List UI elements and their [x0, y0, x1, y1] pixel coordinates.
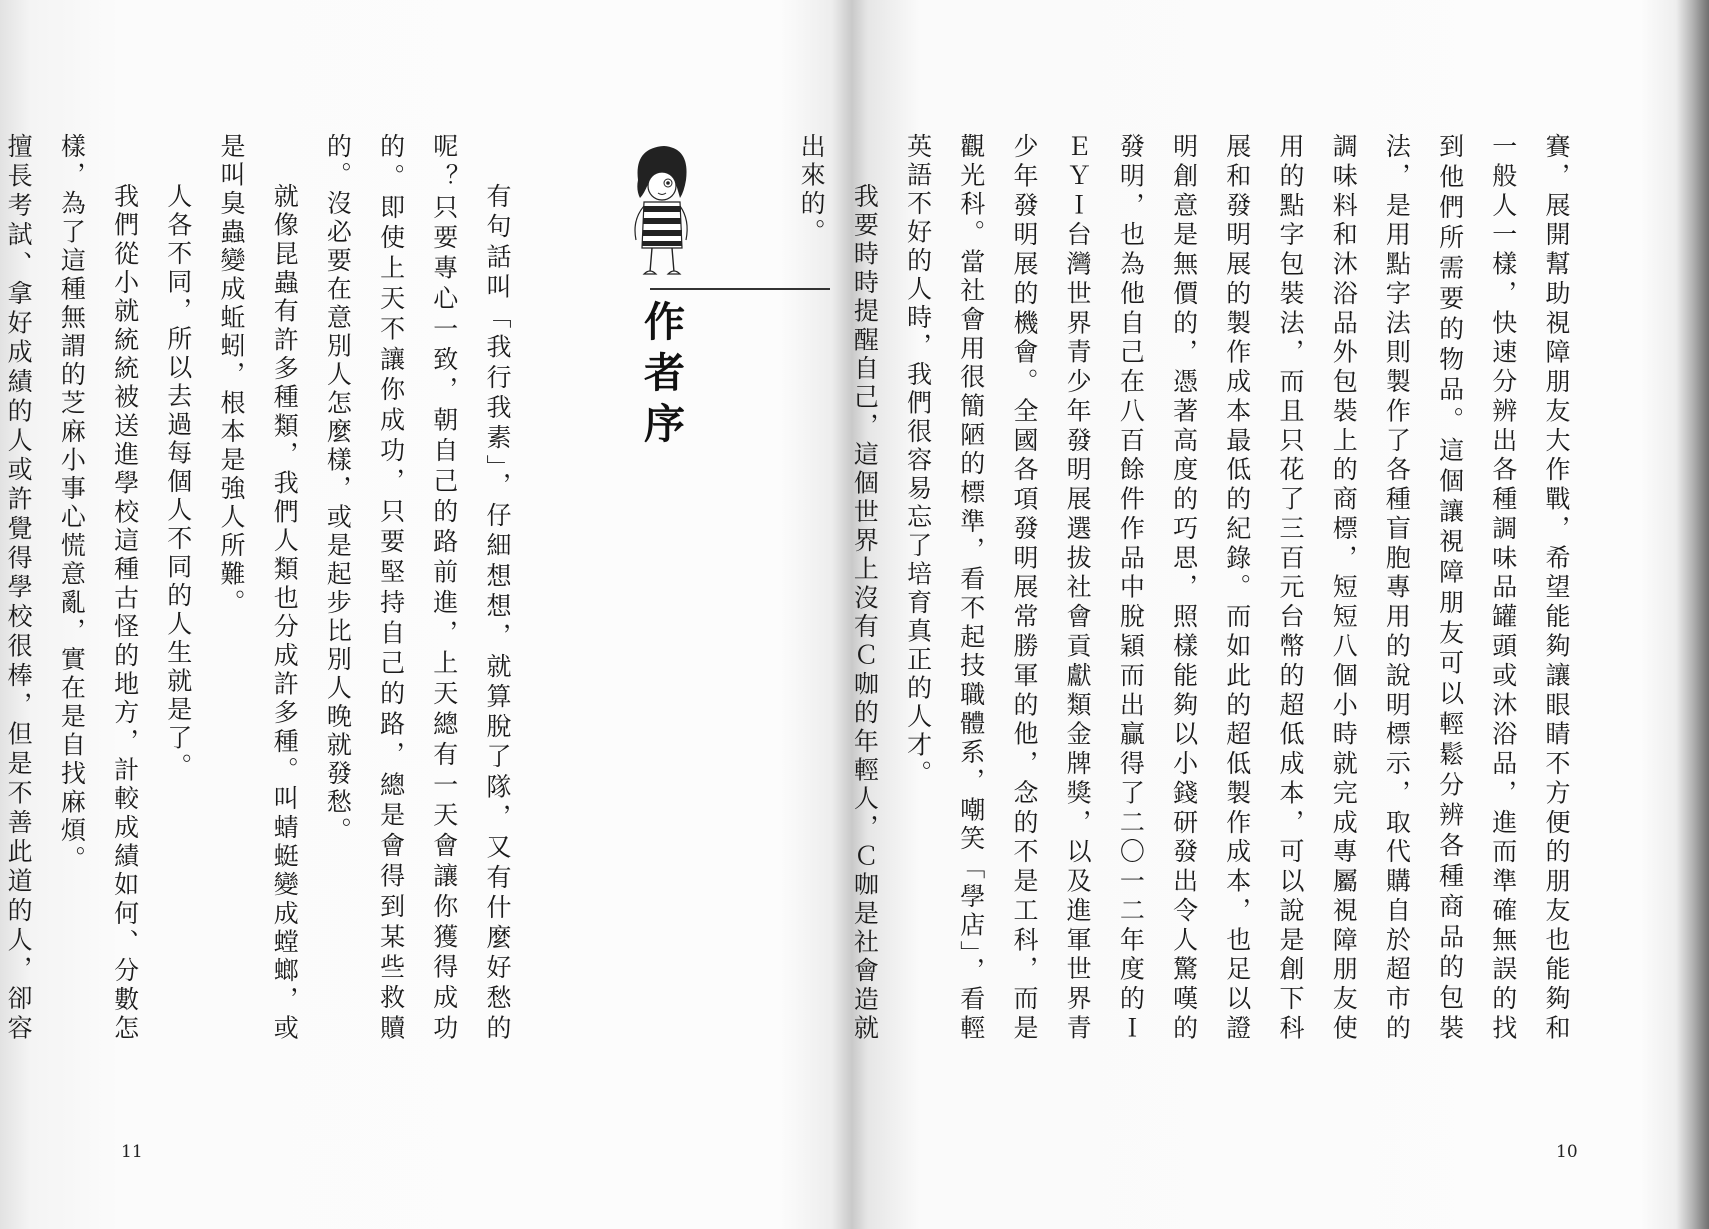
paragraph: 有句話叫「我行我素」，仔細想想，就算脫了隊，又有什麼好愁的呢？只要專心一致，朝自己的路前進，上天總有一天會讓你獲得成功的。即使上天不讓你成功，只要堅持自己的路，總是會得到某些救贖的。沒必要在意別人怎麼樣，或是起步比別人晚就發愁。	[323, 133, 512, 1043]
right-page-body	[797, 133, 1583, 1044]
paragraph: 我們從小就統統被送進學校這種古怪的地方，計較成績如何、分數怎樣，為了這種無謂的芝麻小事心慌意亂，實在是自找麻煩。	[57, 133, 140, 1043]
page-number: 10	[1556, 1142, 1578, 1162]
paragraph: 就像昆蟲有許多種類，我們人類也分成許多種。叫蜻蜓變成螳螂，或是叫臭蟲變成蚯蚓，根本是強人所難。	[216, 133, 300, 1043]
left-page-body	[4, 133, 524, 1043]
paragraph: 擅長考試、拿好成績的人或許覺得學校很棒，但是不善此道的人，卻容	[4, 133, 34, 1043]
page-number: 11	[121, 1142, 143, 1162]
chapter-title: 作者序	[637, 300, 685, 453]
right-page	[797, 0, 1709, 1229]
paragraph: 人各不同，所以去過每個人不同的人生就是了。	[163, 183, 193, 782]
mascot-illustration-icon	[624, 140, 696, 290]
paragraph: 我要時時提醒自己，這個世界上沒有Ｃ咖的年輕人，Ｃ咖是社會造就出來的。	[797, 133, 880, 1044]
left-page	[0, 0, 854, 1229]
paragraph: 賽，展開幫助視障朋友大作戰，希望能夠讓眼睛不方便的朋友也能夠和一般人一樣，快速分辨出各種調味品罐頭或沐浴品，進而準確無誤的找到他們所需要的物品。這個讓視障朋友可以輕鬆分辨各種商品的包裝法，是用點字法則製作了各種盲胞專用的說明標示，取代購自於超市的調味料和沐浴品外包裝上的商標，短短八個小時就完成專屬視障朋友使用的點字包裝法，而且只花了三百元台幣的超低成本，可以說是創下科展和發明展的製作成本最低的紀錄。而如此的超低製作成本，也足以證明創意是無價的，憑著高度的巧思，照樣能夠以小錢研發出令人驚嘆的發明，也為他自己在八百餘件作品中脫穎而出贏得了二〇一二年度的ＩＥＹＩ台灣世界青少年發明展選拔社會貢獻類金牌獎，以及進軍世界青少年發明展的機會。全國各項發明展常勝軍的他，念的不是工科，而是觀光科。當社會用很簡陋的標準，看不起技職體系，嘲笑「學店」，看輕英語不好的人時，我們很容易忘了培育真正的人才。	[903, 133, 1571, 1043]
